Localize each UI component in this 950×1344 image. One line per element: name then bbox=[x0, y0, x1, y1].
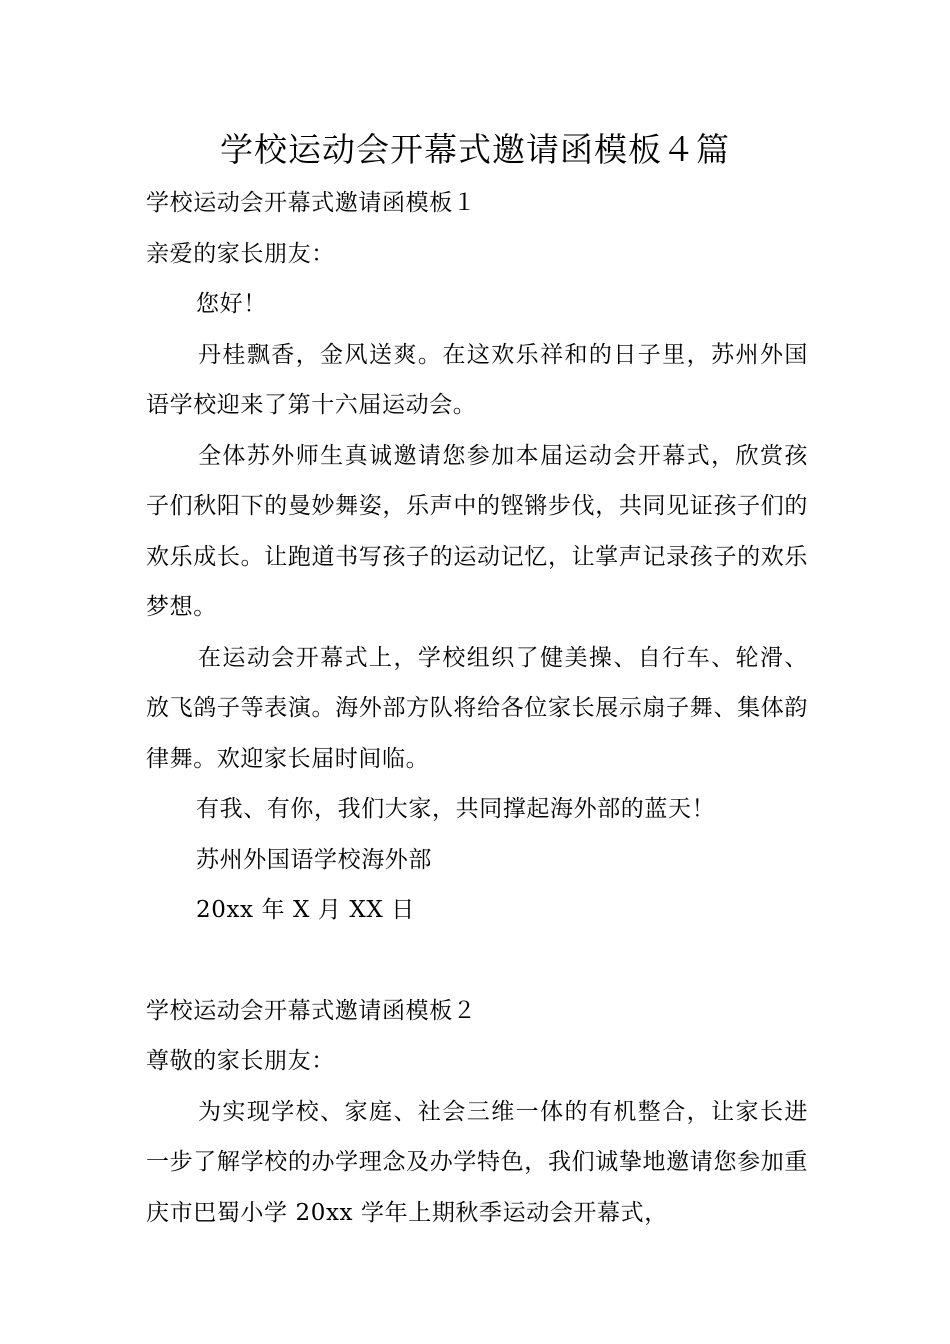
greeting: 您好！ bbox=[196, 291, 267, 317]
document-title: 学校运动会开幕式邀请函模板４篇 bbox=[220, 130, 730, 169]
section-heading-1: 学校运动会开幕式邀请函模板１ bbox=[146, 190, 477, 216]
paragraph-3: 在运动会开幕式上，学校组织了健美操、自行车、轮滑、放飞鸽子等表演。海外部方队将给各位家长展示扇子舞、集体韵律舞。欢迎家长届时间临。 bbox=[146, 644, 808, 772]
paragraph-5: 为实现学校、家庭、社会三维一体的有机整合，让家长进一步了解学校的办学理念及办学特色，我们诚挚地邀请您参加重庆市巴蜀小学 20xx 学年上期秋季运动会开幕式， bbox=[146, 1098, 808, 1226]
paragraph-1: 丹桂飘香，金风送爽。在这欢乐祥和的日子里，苏州外国语学校迎来了第十六届运动会。 bbox=[146, 341, 808, 418]
paragraph-4: 有我、有你，我们大家，共同撑起海外部的蓝天！ bbox=[196, 796, 716, 822]
section-heading-2: 学校运动会开幕式邀请函模板２ bbox=[146, 997, 477, 1024]
date: 20xx 年 X 月 XX 日 bbox=[196, 897, 415, 923]
salutation-2: 尊敬的家长朋友： bbox=[146, 1048, 335, 1074]
document-body bbox=[146, 178, 808, 1238]
salutation-1: 亲爱的家长朋友： bbox=[146, 240, 335, 267]
signature: 苏州外国语学校海外部 bbox=[196, 846, 432, 873]
paragraph-2: 全体苏外师生真诚邀请您参加本届运动会开幕式，欣赏孩子们秋阳下的曼妙舞姿，乐声中的铿锵步伐，共同见证孩子们的欢乐成长。让跑道书写孩子的运动记忆，让掌声记录孩子的欢乐梦想。 bbox=[146, 442, 808, 620]
section-gap bbox=[146, 936, 808, 986]
